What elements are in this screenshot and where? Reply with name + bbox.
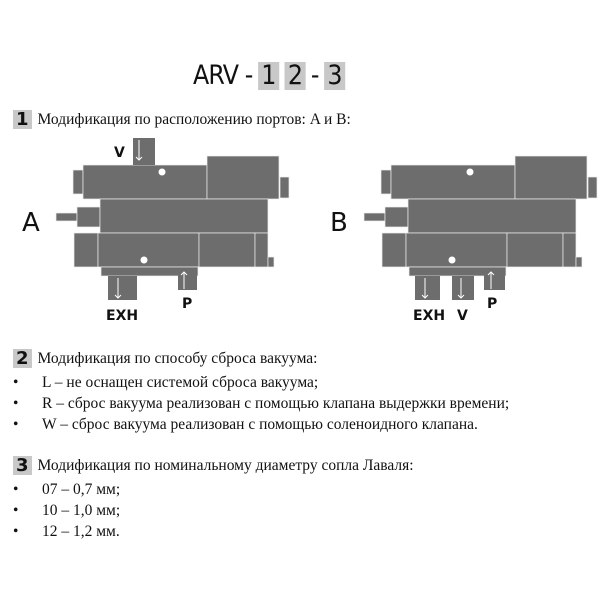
code-2-badge: 2 bbox=[284, 62, 305, 90]
ejector-body-a bbox=[56, 156, 289, 276]
port-v-label: V bbox=[457, 308, 468, 324]
port-p-label: P bbox=[487, 296, 498, 312]
list-item: • 07 – 0,7 мм; bbox=[13, 481, 121, 498]
diagram-a bbox=[22, 138, 289, 324]
diagram-b-label: B bbox=[330, 208, 348, 238]
section-number: 1 bbox=[13, 110, 32, 129]
list-item: • 10 – 1,0 мм; bbox=[13, 502, 121, 519]
port-exh-label: EXH bbox=[413, 308, 446, 324]
section-text: Модификация по номинальному диаметру сопла Лаваля: bbox=[37, 456, 414, 474]
list-item: • R – сброс вакуума реализован с помощью клапана выдержки времени; bbox=[13, 395, 510, 412]
code-separator: - bbox=[310, 60, 319, 91]
port-v-label: V bbox=[114, 145, 125, 161]
port-p-label: P bbox=[182, 296, 193, 312]
list-item: • L – не оснащен системой сброса вакуума; bbox=[13, 374, 319, 391]
section-3-heading bbox=[13, 456, 414, 475]
list-item: • 12 – 1,2 мм. bbox=[13, 523, 120, 540]
port-exh-label: EXH bbox=[106, 308, 139, 324]
model-prefix: ARV - bbox=[193, 60, 253, 91]
code-3-badge: 3 bbox=[324, 62, 345, 90]
section-2-heading bbox=[13, 349, 317, 368]
ejector-body-b bbox=[364, 156, 597, 276]
section-text: Модификация по расположению портов: A и B: bbox=[37, 110, 351, 128]
section-number: 3 bbox=[13, 456, 32, 475]
code-1-badge: 1 bbox=[258, 62, 279, 90]
section-text: Модификация по способу сброса вакуума: bbox=[37, 349, 318, 367]
list-item: • W – сброс вакуума реализован с помощью соленоидного клапана. bbox=[13, 416, 478, 433]
diagram-b bbox=[330, 156, 597, 324]
diagram-a-label: A bbox=[22, 208, 40, 238]
section-number: 2 bbox=[13, 349, 32, 368]
